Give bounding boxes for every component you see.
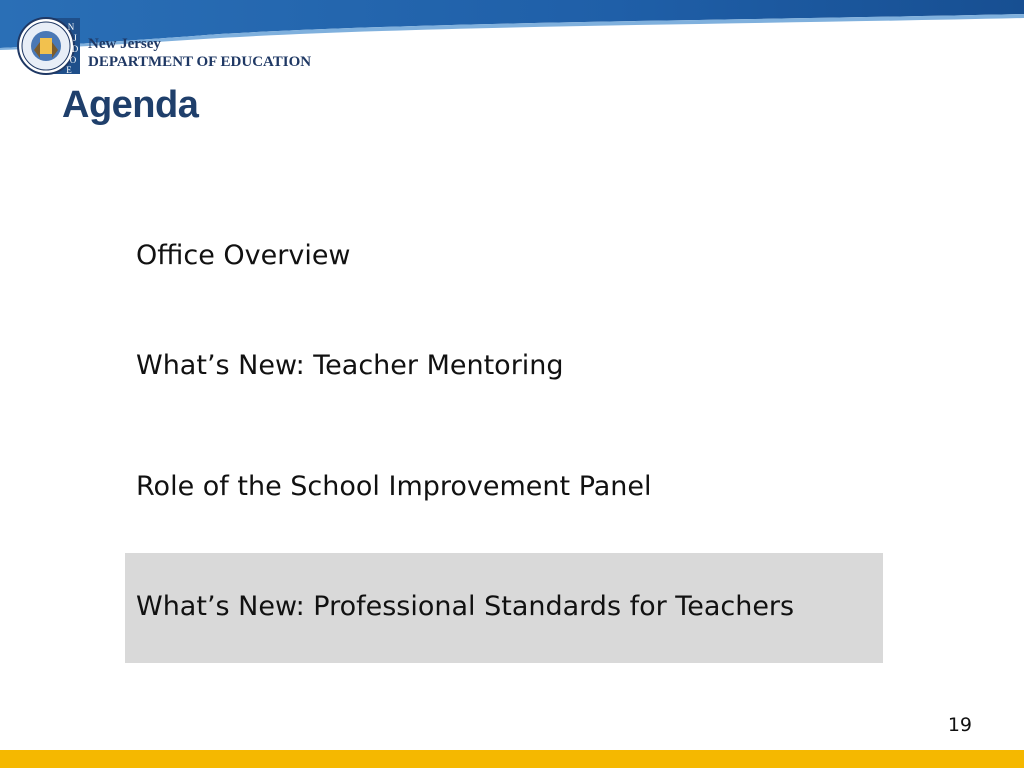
page-number: 19 <box>947 714 972 736</box>
footer-accent-bar <box>0 750 1024 768</box>
agenda-item-professional-standards: What’s New: Professional Standards for Teachers <box>136 591 795 622</box>
slide-title: Agenda <box>62 84 199 126</box>
svg-text:O: O <box>69 55 77 65</box>
org-name-line2: DEPARTMENT OF EDUCATION <box>88 54 312 70</box>
svg-text:J: J <box>73 33 77 43</box>
svg-text:E: E <box>66 65 72 75</box>
agenda-item-office-overview: Office Overview <box>136 240 351 271</box>
org-name-line1: New Jersey <box>88 36 161 52</box>
agenda-item-school-improvement-panel: Role of the School Improvement Panel <box>136 471 652 502</box>
svg-text:N: N <box>67 22 75 32</box>
agenda-item-teacher-mentoring: What’s New: Teacher Mentoring <box>136 350 564 381</box>
njdoe-seal-logo <box>16 14 82 76</box>
svg-text:D: D <box>71 44 79 54</box>
